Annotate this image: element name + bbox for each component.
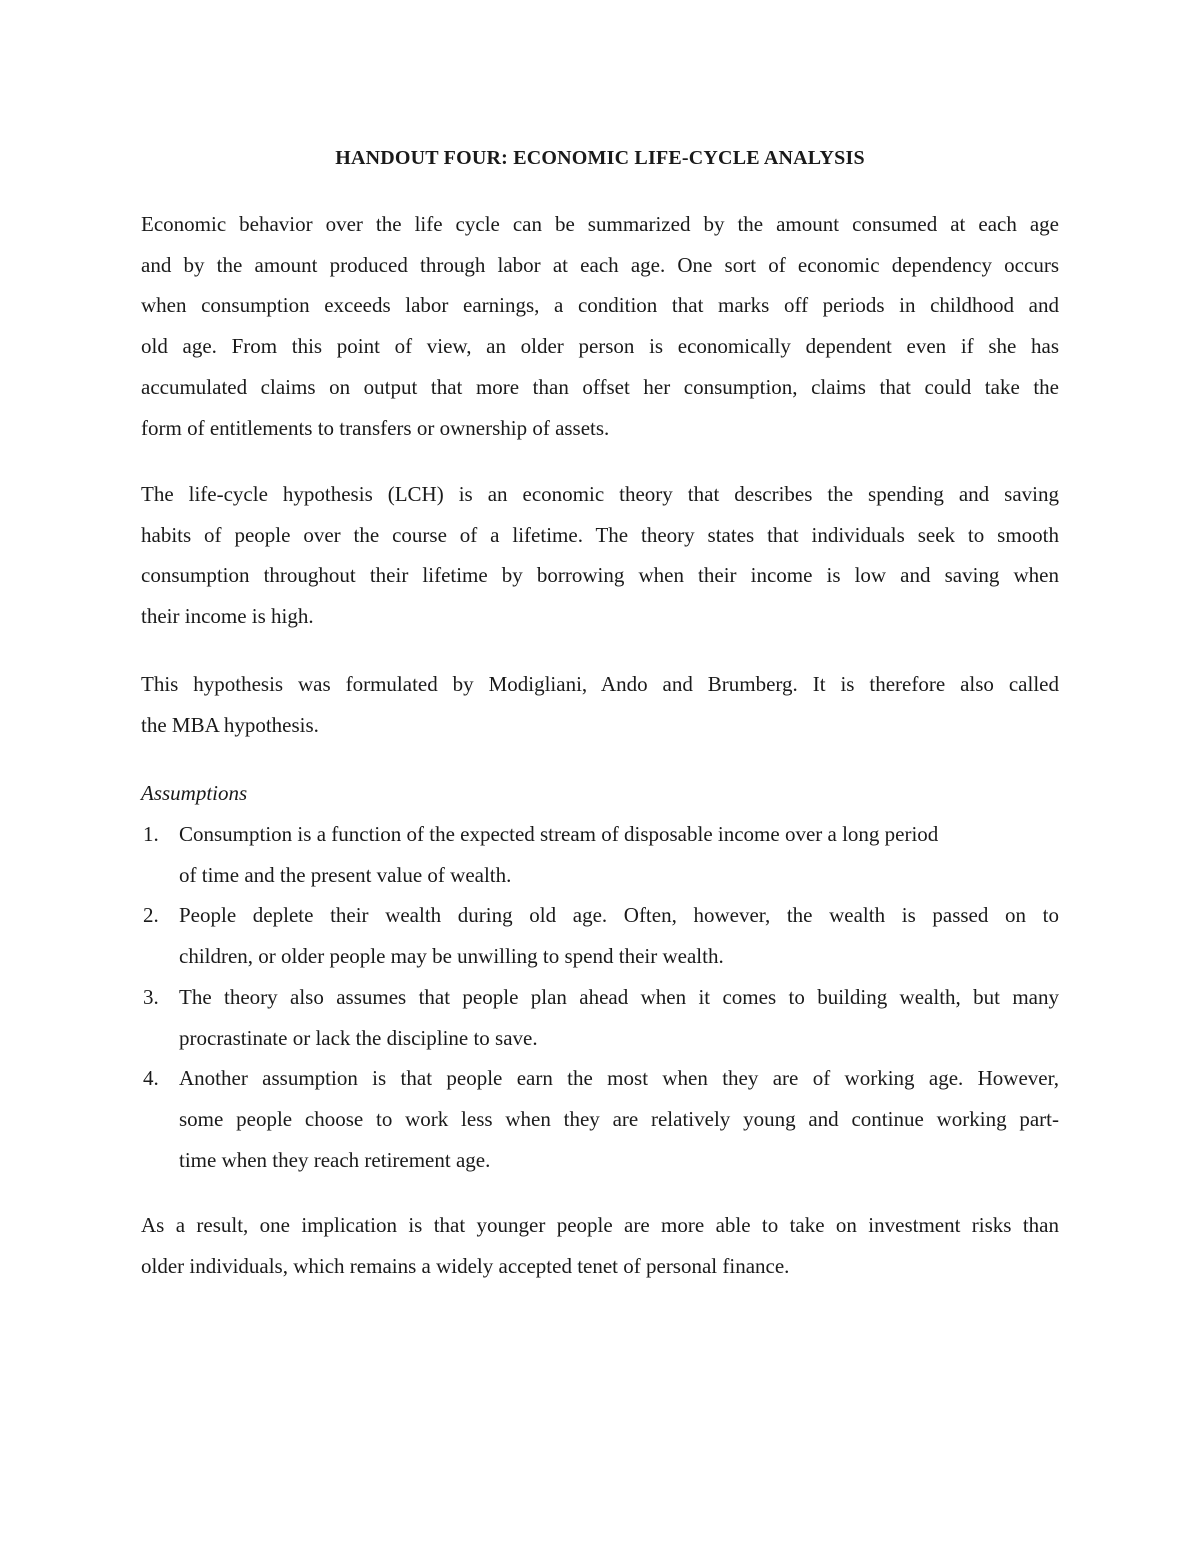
list-item-line: some people choose to work less when they are relatively young and continue working part-: [179, 1106, 1059, 1131]
paragraph-line: form of entitlements to transfers or ownership of assets.: [141, 415, 610, 440]
paragraph-line: when consumption exceeds labor earnings, a condition that marks off periods in childhood and: [141, 293, 1059, 318]
paragraph-line: This hypothesis was formulated by Modigliani, Ando and Brumberg. It is therefore also called: [141, 672, 1059, 696]
paragraph-line: accumulated claims on output that more than offset her consumption, claims that could take the: [141, 374, 1059, 399]
list-item-line: The theory also assumes that people plan ahead when it comes to building wealth, but many: [179, 984, 1059, 1009]
assumptions-heading: Assumptions: [141, 781, 248, 805]
list-item-line: procrastinate or lack the discipline to save.: [179, 1025, 538, 1050]
paragraph-line: and by the amount produced through labor at each age. One sort of economic dependency occurs: [141, 252, 1059, 277]
list-item-line: children, or older people may be unwilling to spend their wealth.: [179, 944, 724, 969]
paragraph-line: As a result, one implication is that younger people are more able to take on investment risks than: [141, 1213, 1059, 1237]
paragraph-line: old age. From this point of view, an older person is economically dependent even if she has: [141, 334, 1059, 359]
list-item-line: Consumption is a function of the expected stream of disposable income over a long period: [179, 822, 939, 846]
list-item-line: time when they reach retirement age.: [179, 1147, 491, 1172]
list-item-number: 1.: [143, 822, 159, 846]
list-item: [141, 814, 1059, 895]
paragraph-mba-hypothesis: [141, 664, 1059, 745]
list-item: [141, 895, 1059, 976]
paragraph-line: consumption throughout their lifetime by borrowing when their income is low and saving when: [141, 563, 1059, 588]
paragraph-economic-behavior: [141, 204, 1059, 448]
paragraph-line: the MBA hypothesis.: [141, 712, 319, 737]
paragraph-line: The life-cycle hypothesis (LCH) is an economic theory that describes the spending and saving: [141, 482, 1059, 506]
paragraph-line: their income is high.: [141, 604, 314, 629]
list-item-number: 2.: [143, 903, 159, 928]
list-item: [141, 977, 1059, 1058]
paragraph-line: habits of people over the course of a lifetime. The theory states that individuals seek to smooth: [141, 522, 1059, 547]
paragraph-line: Economic behavior over the life cycle can be summarized by the amount consumed at each age: [141, 212, 1059, 236]
list-item-line: of time and the present value of wealth.: [179, 862, 512, 887]
paragraph-lch-definition: [141, 474, 1059, 637]
paragraph-line: older individuals, which remains a widely accepted tenet of personal finance.: [141, 1253, 790, 1278]
list-item-line: Another assumption is that people earn the most when they are of working age. However,: [179, 1066, 1059, 1091]
assumptions-list: [141, 814, 1059, 1180]
list-item-number: 3.: [143, 984, 159, 1009]
list-item-line: People deplete their wealth during old age. Often, however, the wealth is passed on to: [179, 903, 1059, 928]
list-item: [141, 1058, 1059, 1180]
list-item-number: 4.: [143, 1066, 159, 1091]
document-title: HANDOUT FOUR: ECONOMIC LIFE-CYCLE ANALYSIS: [335, 147, 865, 169]
paragraph-implication: [141, 1205, 1059, 1286]
